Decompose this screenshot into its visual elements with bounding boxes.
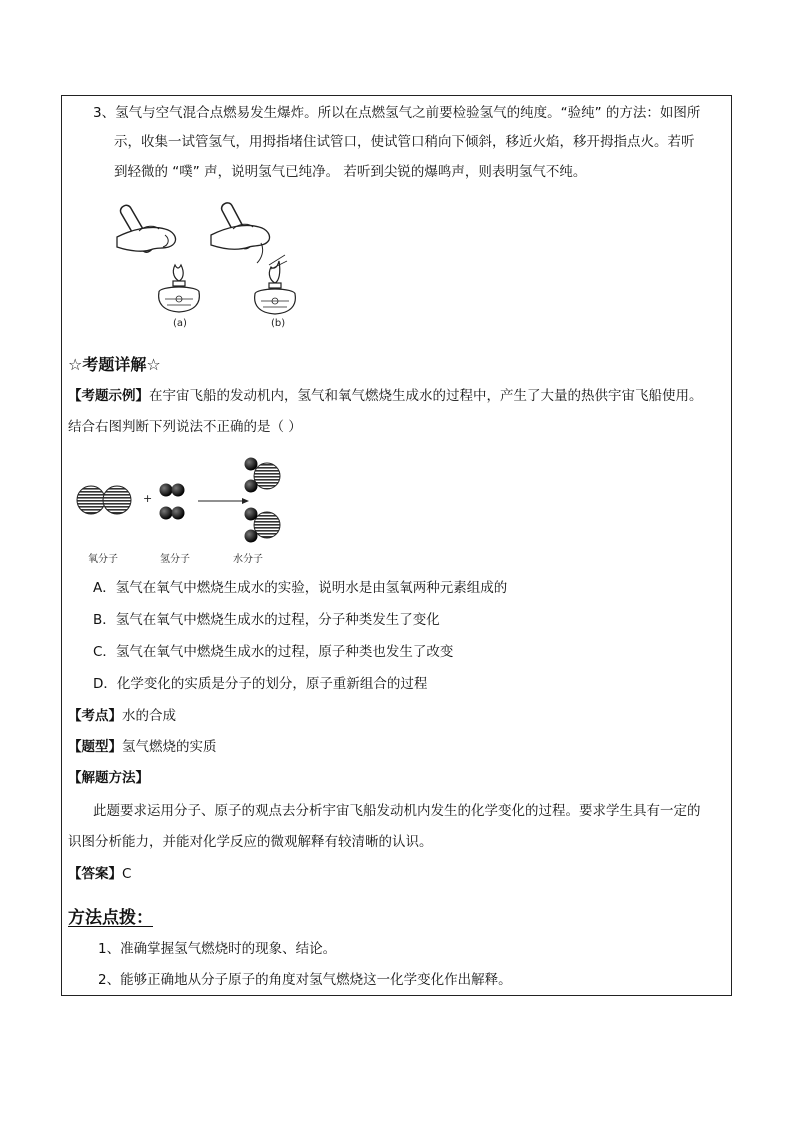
label-oxygen-molecule: 氧分子 [88, 554, 118, 565]
example-question [68, 386, 703, 406]
answer-text: C [122, 866, 132, 882]
kaodian-text: 水的合成 [122, 708, 176, 724]
answer-row [68, 864, 131, 884]
intro-line-2: 示，收集一试管氢气，用拇指堵住试管口，使试管口稍向下倾斜，移近火焰，移开拇指点火。若听 [114, 134, 695, 150]
tixing-tag: 【题型】 [68, 739, 122, 755]
hand-a [117, 227, 176, 251]
intro-line-3: 到轻微的 “噗” 声，说明氢气已纯净。 若听到尖锐的爆鸣声，则表明氢气不纯。 [114, 164, 587, 180]
kaodian-row [68, 706, 176, 726]
method-item-2: 2、能够正确地从分子原子的角度对氢气燃烧这一化学变化作出解释。 [98, 972, 512, 988]
figure-label-a: (a) [173, 318, 187, 329]
alcohol-lamp-a [159, 265, 200, 312]
method-title: 方法点拨： [68, 908, 153, 928]
jieti-line-2: 识图分析能力，并能对化学反应的微观解释有较清晰的认识。 [68, 834, 433, 850]
option-d: D．化学变化的实质是分子的划分，原子重新组合的过程 [93, 676, 428, 692]
example-line-1: 在宇宙飞船的发动机内，氢气和氧气燃烧生成水的过程中，产生了大量的热供宇宙飞船使用。 [149, 388, 703, 404]
option-c: C．氢气在氧气中燃烧生成水的过程，原子种类也发生了改变 [93, 644, 454, 660]
label-water-molecule: 水分子 [233, 554, 263, 565]
hydrogen-test-figure [115, 195, 305, 335]
example-tag: 【考题示例】 [68, 388, 149, 404]
hand-b [211, 225, 270, 249]
method-item-1: 1、准确掌握氢气燃烧时的现象、结论。 [98, 941, 337, 957]
example-line-2: 结合右图判断下列说法不正确的是（ ） [68, 419, 302, 435]
molecule-figure [72, 452, 302, 562]
water-molecule-1 [245, 458, 281, 493]
jieti-tag: 【解题方法】 [68, 770, 149, 786]
water-molecule-2 [245, 508, 281, 543]
hydrogen-molecules [160, 484, 185, 520]
plus-sign: + [143, 492, 153, 505]
section-title: ☆考题详解☆ [68, 355, 161, 374]
oxygen-molecule [77, 486, 131, 514]
option-b: B．氢气在氧气中燃烧生成水的过程，分子种类发生了变化 [93, 612, 440, 628]
label-hydrogen-molecule: 氢分子 [160, 554, 190, 565]
kaodian-tag: 【考点】 [68, 708, 122, 724]
option-a: A．氢气在氧气中燃烧生成水的实验，说明水是由氢氧两种元素组成的 [93, 580, 508, 596]
intro-line-1: 3、氢气与空气混合点燃易发生爆炸。所以在点燃氢气之前要检验氢气的纯度。“验纯” 的方法：如图所 [93, 105, 701, 121]
figure-label-b: (b) [271, 318, 286, 329]
tixing-text: 氢气燃烧的实质 [122, 739, 217, 755]
alcohol-lamp-b [255, 255, 296, 314]
answer-tag: 【答案】 [68, 866, 122, 882]
jieti-line-1: 此题要求运用分子、原子的观点去分析宇宙飞船发动机内发生的化学变化的过程。要求学生具有一定的 [93, 803, 701, 819]
tixing-row [68, 737, 217, 757]
reaction-arrow [198, 498, 249, 504]
